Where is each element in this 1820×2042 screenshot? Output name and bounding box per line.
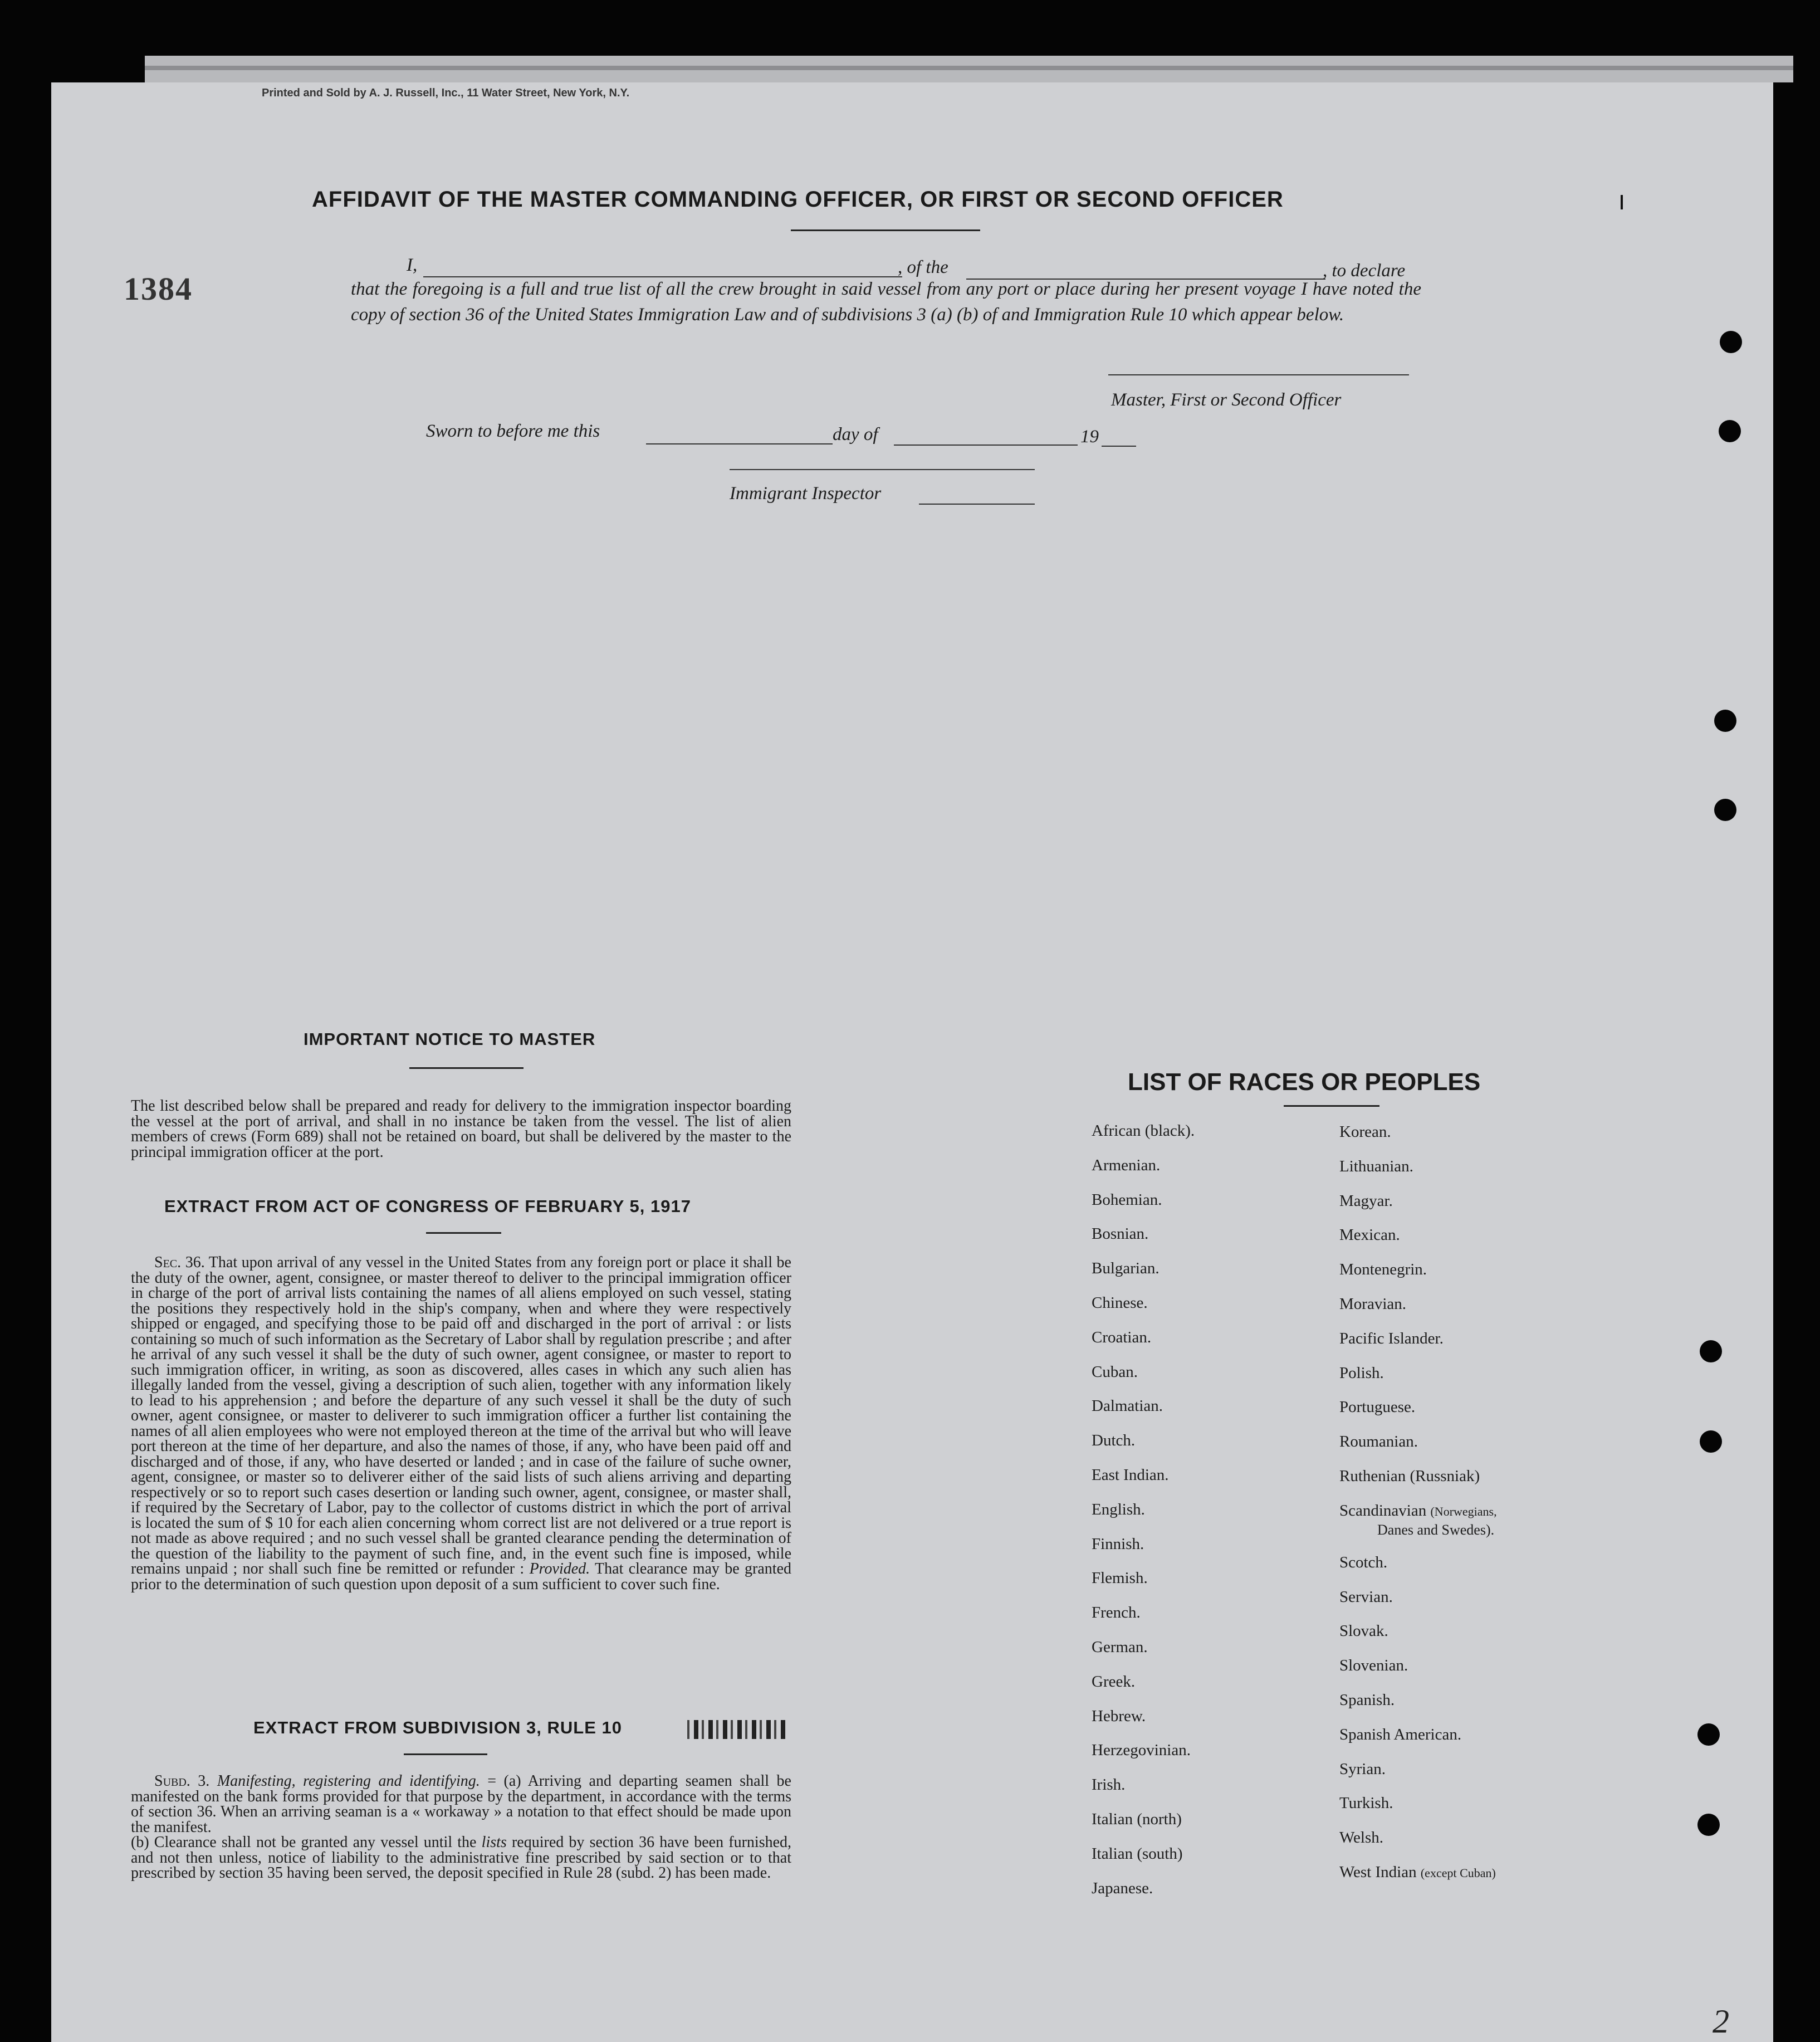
affidavit-body: that the foregoing is a full and true list of all the crew brought in said vessel from any port or place during her present voyage I have noted the copy of section 36 of the United States Immigration Law and of subdivisions 3 (a) (b) of and Immigration Rule 10 which appear below. xyxy=(351,279,1421,325)
race-item: Korean. xyxy=(1339,1123,1391,1141)
day-of-label: day of xyxy=(833,424,878,444)
race-item: Slovak. xyxy=(1339,1622,1388,1640)
race-item: Moravian. xyxy=(1339,1294,1406,1313)
print-smudge xyxy=(684,1720,787,1739)
race-item: Cuban. xyxy=(1092,1362,1138,1381)
race-item-scandinavian xyxy=(1339,1502,1497,1554)
inspector-label: Immigrant Inspector xyxy=(730,483,882,504)
race-item: Hebrew. xyxy=(1092,1707,1146,1725)
race-item: Finnish. xyxy=(1092,1535,1144,1553)
affidavit-title: AFFIDAVIT OF THE MASTER COMMANDING OFFICER, OR FIRST OR SECOND OFFICER xyxy=(312,187,1284,212)
race-item: Ruthenian (Russniak) xyxy=(1339,1467,1480,1485)
rule-extract-title: EXTRACT FROM SUBDIVISION 3, RULE 10 xyxy=(253,1718,622,1737)
corner-page-mark: 2 xyxy=(1713,2003,1729,2040)
race-item: English. xyxy=(1092,1500,1145,1518)
sworn-year-blank[interactable] xyxy=(1102,446,1136,447)
punch-hole xyxy=(1714,710,1736,732)
race-item: Roumanian. xyxy=(1339,1433,1418,1451)
notice-rule xyxy=(409,1067,524,1069)
race-west-indian-label: West Indian xyxy=(1339,1863,1417,1881)
race-scandinavian-label: Scandinavian xyxy=(1339,1501,1427,1520)
race-item: Spanish American. xyxy=(1339,1725,1462,1743)
race-item: Armenian. xyxy=(1092,1156,1161,1174)
subd-title: Manifesting, registering and identifying. xyxy=(217,1772,480,1790)
races-rule xyxy=(1284,1105,1379,1107)
sworn-label: Sworn to before me this xyxy=(426,421,600,441)
signature-label: Master, First or Second Officer xyxy=(1111,390,1342,410)
punch-hole xyxy=(1700,1430,1722,1453)
sworn-day-blank[interactable] xyxy=(646,443,833,444)
binder-strip-edge xyxy=(145,66,1793,70)
race-item: Bosnian. xyxy=(1092,1225,1149,1243)
punch-hole xyxy=(1714,799,1736,821)
title-rule xyxy=(791,229,980,231)
race-item: Croatian. xyxy=(1092,1328,1152,1346)
subd-lists-word: lists xyxy=(481,1834,507,1851)
race-item: Italian (north) xyxy=(1092,1810,1182,1828)
race-item: Lithuanian. xyxy=(1339,1157,1413,1175)
race-item: Greek. xyxy=(1092,1672,1136,1691)
race-item: Herzegovinian. xyxy=(1092,1741,1191,1760)
provided-label: Provided. xyxy=(529,1560,590,1577)
sec-36-text-end: That clearance may be granted prior to the determination of such question upon deposit of a sum sufficient to cover such fine. xyxy=(131,1560,792,1593)
affidavit-i-label: I, xyxy=(407,255,418,275)
year-prefix: 19 xyxy=(1080,427,1099,447)
subd-text-b-prefix: (b) Clearance shall not be granted any vessel until the xyxy=(131,1834,477,1851)
race-item: French. xyxy=(1092,1604,1141,1622)
race-item: Montenegrin. xyxy=(1339,1261,1427,1279)
rule-extract-rule xyxy=(404,1753,487,1755)
inspector-name-blank[interactable] xyxy=(919,504,1035,505)
signature-blank[interactable] xyxy=(1108,374,1409,375)
subd-text-a: = (a) Arriving and departing seamen shall be manifested on the bank forms provided for that purpose by the department, in accordance with the terms of section 36. When an arriving seaman is a « workaway » a notation to that effect should be made upon the manifest. xyxy=(131,1772,791,1836)
race-item: Mexican. xyxy=(1339,1226,1400,1244)
race-item: Flemish. xyxy=(1092,1569,1148,1587)
race-item: Syrian. xyxy=(1339,1760,1386,1778)
sworn-month-blank[interactable] xyxy=(894,444,1078,446)
subd-label: Subd. 3. xyxy=(154,1772,210,1790)
sec-label: Sec. 36. xyxy=(154,1254,205,1271)
race-scandinavian-note-1: (Norwegians, xyxy=(1430,1504,1497,1518)
race-item-west-indian xyxy=(1339,1863,1497,1898)
race-item: Japanese. xyxy=(1092,1879,1153,1897)
race-item: Turkish. xyxy=(1339,1794,1393,1813)
printer-imprint: Printed and Sold by A. J. Russell, Inc., 11 Water Street, New York, N.Y. xyxy=(262,87,630,99)
races-right-column xyxy=(1339,1123,1497,1898)
race-item: Portuguese. xyxy=(1339,1398,1416,1416)
sec-36-text: That upon arrival of any vessel in the United States from any foreign port or place it shall be the duty of the owner, agent, consignee, or master thereof to deliver to the principal immigration officer in charge of the port of arrival lists containing the names of all aliens employed on such vessel, stating the positions they respectively hold in the ship's company, when and where they were respectively shipped or engaged, and specifying those to be paid off and discharged in the port of arrival : or lists containing so much of such information as the Secretary of Labor shall by regulation prescribe ; and after he arrival of any such vessel it shall be the duty of such owner, agent consignee, or master to report to such immigration officer, in writing, as soon as discovered, alles cases in which any such alien has illegally landed from the vessel, giving a description of such alien, together with any information likely to lead to his apprehension ; and before the departure of any such vessel it shall be the duty of such owner, agent consignee, or master to deliverer to such immigration officer a further list containing the names of all alien employees who were not employed thereon at the time of the arrival but who will leave port thereon at the time of her departure, and also the names of those, if any, who have been paid off and discharged and of those, if any, who have deserted or landed ; and in case of the failure of suche owner, agent, consignee, or master so to deliverer either of the said lists of such aliens arriving and departing respectively or so to report such cases desertion or landing such owner, agent, consignee, or master shall, if required by the Secretary of Labor, pay to the collector of customs district in which the port of arrival is located the sum of $ 10 for each alien concerning whom correct list are not delivered or a true report is not made as above required ; and no such vessel shall be granted clearance pending the determination of the question of the liability to the payment of such fine, and, in the event such fine is imposed, while remains unpaid ; nor shall such fine be remitted or refunder : xyxy=(131,1254,791,1577)
race-item: Bohemian. xyxy=(1092,1190,1162,1209)
race-item: Slovenian. xyxy=(1339,1657,1408,1675)
race-item: Irish. xyxy=(1092,1776,1126,1794)
margin-mark xyxy=(1621,195,1623,209)
race-item: East Indian. xyxy=(1092,1465,1169,1484)
punch-hole xyxy=(1697,1723,1720,1746)
act-extract-title: EXTRACT FROM ACT OF CONGRESS OF FEBRUARY 5, 1917 xyxy=(164,1196,691,1216)
races-left-column xyxy=(1092,1122,1195,1913)
race-item: Polish. xyxy=(1339,1364,1384,1382)
affidavit-declare-label: , to declare xyxy=(1323,261,1406,281)
rule-extract-text xyxy=(131,1774,791,1881)
affidavit-of-the-label: , of the xyxy=(898,257,948,277)
inspector-signature-blank[interactable] xyxy=(730,469,1035,470)
race-west-indian-note: (except Cuban) xyxy=(1420,1865,1496,1880)
race-item: Spanish. xyxy=(1339,1691,1395,1709)
race-item: African (black). xyxy=(1092,1122,1195,1140)
race-scandinavian-note-2: Danes and Swedes). xyxy=(1377,1521,1495,1538)
race-item: Pacific Islander. xyxy=(1339,1329,1444,1347)
page-stamp-number: 1384 xyxy=(124,271,193,307)
race-item: Italian (south) xyxy=(1092,1844,1183,1863)
notice-title: IMPORTANT NOTICE TO MASTER xyxy=(304,1029,596,1049)
race-item: Scotch. xyxy=(1339,1553,1388,1571)
race-item: German. xyxy=(1092,1638,1148,1656)
race-item: Bulgarian. xyxy=(1092,1259,1159,1278)
race-item: Welsh. xyxy=(1339,1829,1384,1847)
act-extract-text xyxy=(131,1255,791,1592)
race-item: Chinese. xyxy=(1092,1293,1148,1312)
race-item: Magyar. xyxy=(1339,1191,1393,1210)
race-item: Dutch. xyxy=(1092,1432,1136,1450)
races-title: LIST OF RACES OR PEOPLES xyxy=(1128,1068,1481,1096)
subd-text-b: required by section 36 have been furnished, and not then unless, notice of liability to the administrative fine prescribed by said section or to that prescribed by section 35 having been served, the deposit specified in Rule 28 (subd. 2) has been made. xyxy=(131,1834,792,1882)
punch-hole xyxy=(1719,420,1741,442)
race-item: Dalmatian. xyxy=(1092,1397,1163,1415)
act-extract-rule xyxy=(426,1232,501,1234)
punch-hole xyxy=(1697,1814,1720,1836)
race-item: Servian. xyxy=(1339,1587,1393,1606)
document-page xyxy=(51,82,1773,2042)
punch-hole xyxy=(1720,331,1742,353)
notice-text: The list described below shall be prepared and ready for delivery to the immigration inspector boarding the vessel at the port of arrival, and shall in no instance be taken from the vessel. The list of alien members of crews (Form 689) shall not be retained on board, but shall be delivered by the master to the principal immigration officer at the port. xyxy=(131,1097,791,1161)
punch-hole xyxy=(1700,1340,1722,1362)
